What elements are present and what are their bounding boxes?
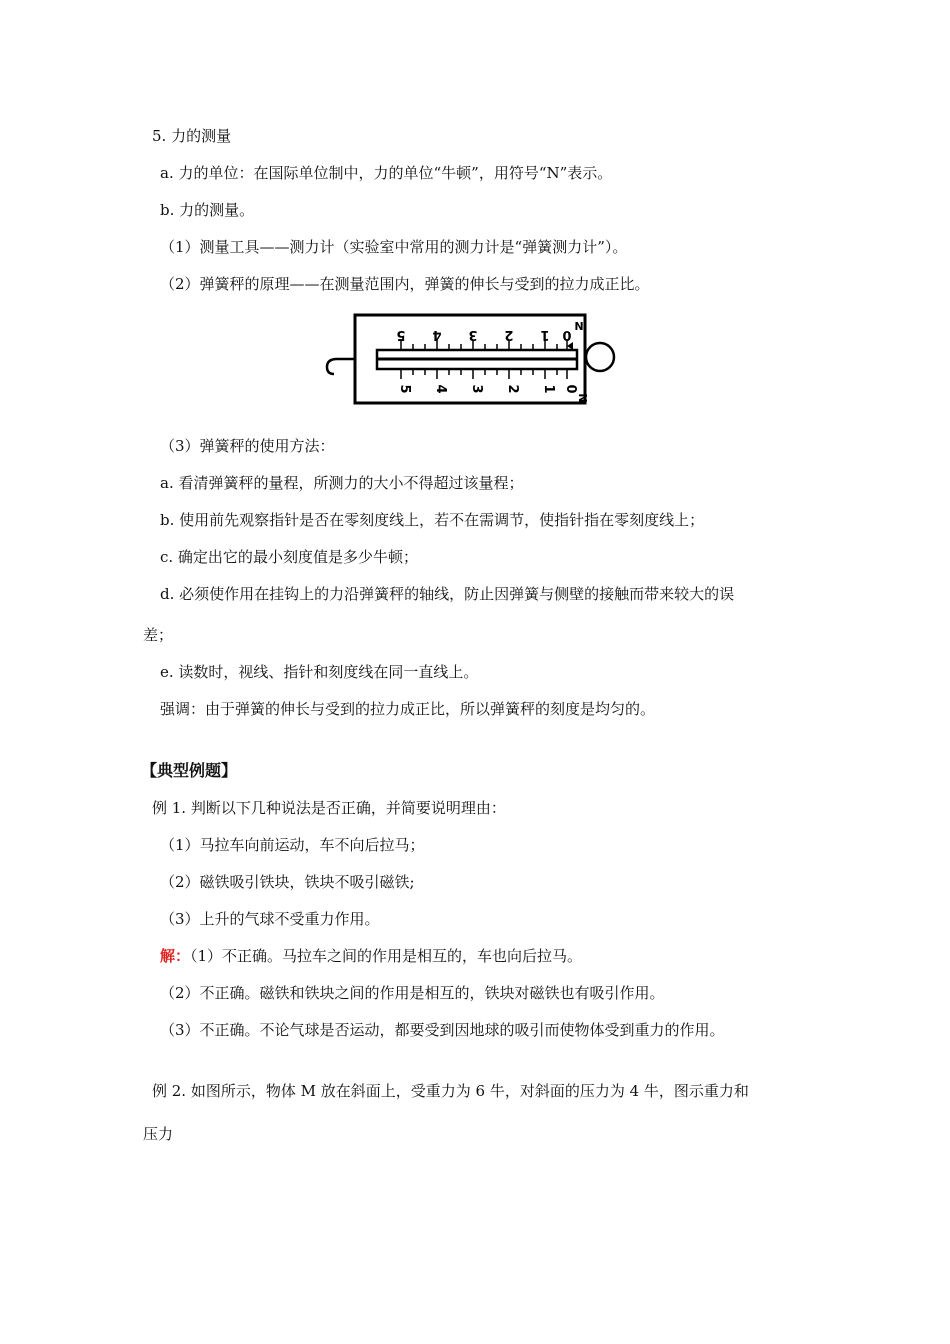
top-unit-label: N [574, 319, 584, 332]
usage-item-d: d. 必须使作用在挂钩上的力沿弹簧秤的轴线，防止因弹簧与侧壁的接触而带来较大的误 [160, 585, 735, 603]
example2-question-continued: 压力 [143, 1125, 174, 1143]
example1-solution-1 [160, 946, 582, 966]
example1-solution-3: （3）不正确。不论气球是否运动，都要受到因地球的吸引而使物体受到重力的作用。 [160, 1021, 725, 1039]
bottom-number-1: 1 [541, 384, 556, 394]
bottom-number-4: 4 [433, 384, 448, 394]
bottom-ticks [401, 369, 567, 379]
usage-item-c: c. 确定出它的最小刻度值是多少牛顿； [160, 548, 418, 566]
top-number-0: 0 [562, 327, 572, 342]
top-number-1: 1 [540, 327, 550, 342]
principle-paragraph: （2）弹簧秤的原理——在测量范围内，弹簧的伸长与受到的拉力成正比。 [160, 275, 650, 293]
usage-item-d-continued: 差； [143, 626, 174, 644]
bottom-number-2: 2 [505, 384, 520, 394]
usage-item-a: a. 看清弹簧秤的量程，所测力的大小不得超过该量程； [160, 474, 524, 492]
unit-paragraph: a. 力的单位：在国际单位制中，力的单位“牛顿”，用符号“N”表示。 [160, 164, 613, 182]
bottom-number-3: 3 [469, 384, 484, 394]
example1-item-2: （2）磁铁吸引铁块，铁块不吸引磁铁; [160, 873, 415, 891]
usage-item-b: b. 使用前先观察指针是否在零刻度线上，若不在需调节，使指针指在零刻度线上； [160, 511, 705, 529]
example2-question: 例 2. 如图所示，物体 M 放在斜面上，受重力为 6 牛，对斜面的压力为 4 牛，图示重力和 [152, 1082, 749, 1100]
tool-paragraph: （1）测量工具——测力计（实验室中常用的测力计是“弹簧测力计”）。 [160, 238, 628, 256]
top-number-2: 2 [504, 327, 514, 342]
examples-title: 【典型例题】 [141, 761, 238, 780]
example1-solution-2: （2）不正确。磁铁和铁块之间的作用是相互的，铁块对磁铁也有吸引作用。 [160, 984, 665, 1002]
bottom-number-0: 0 [563, 384, 578, 394]
usage-heading: （3）弹簧秤的使用方法： [160, 437, 335, 455]
example1-question: 例 1. 判断以下几种说法是否正确，并简要说明理由： [152, 799, 506, 817]
example1-item-1: （1）马拉车向前运动，车不向后拉马； [160, 836, 425, 854]
usage-item-e: e. 读数时，视线、指针和刻度线在同一直线上。 [160, 663, 479, 681]
example1-item-3: （3）上升的气球不受重力作用。 [160, 910, 380, 928]
bottom-number-5: 5 [397, 384, 412, 394]
top-number-3: 3 [468, 327, 478, 342]
solution-text-1: （1）不正确。马拉车之间的作用是相互的，车也向后拉马。 [190, 947, 583, 965]
hook-icon [327, 359, 355, 374]
solution-label: 解： [160, 947, 191, 965]
bottom-unit-label: N [576, 393, 589, 403]
top-number-4: 4 [432, 327, 442, 342]
ring-icon [586, 343, 614, 371]
section-heading: 5. 力的测量 [152, 127, 232, 145]
emphasis-paragraph: 强调：由于弹簧的伸长与受到的拉力成正比，所以弹簧秤的刻度是均匀的。 [160, 700, 656, 718]
spring-scale-diagram [323, 310, 623, 410]
top-number-5: 5 [396, 327, 406, 342]
measurement-paragraph: b. 力的测量。 [160, 201, 255, 219]
